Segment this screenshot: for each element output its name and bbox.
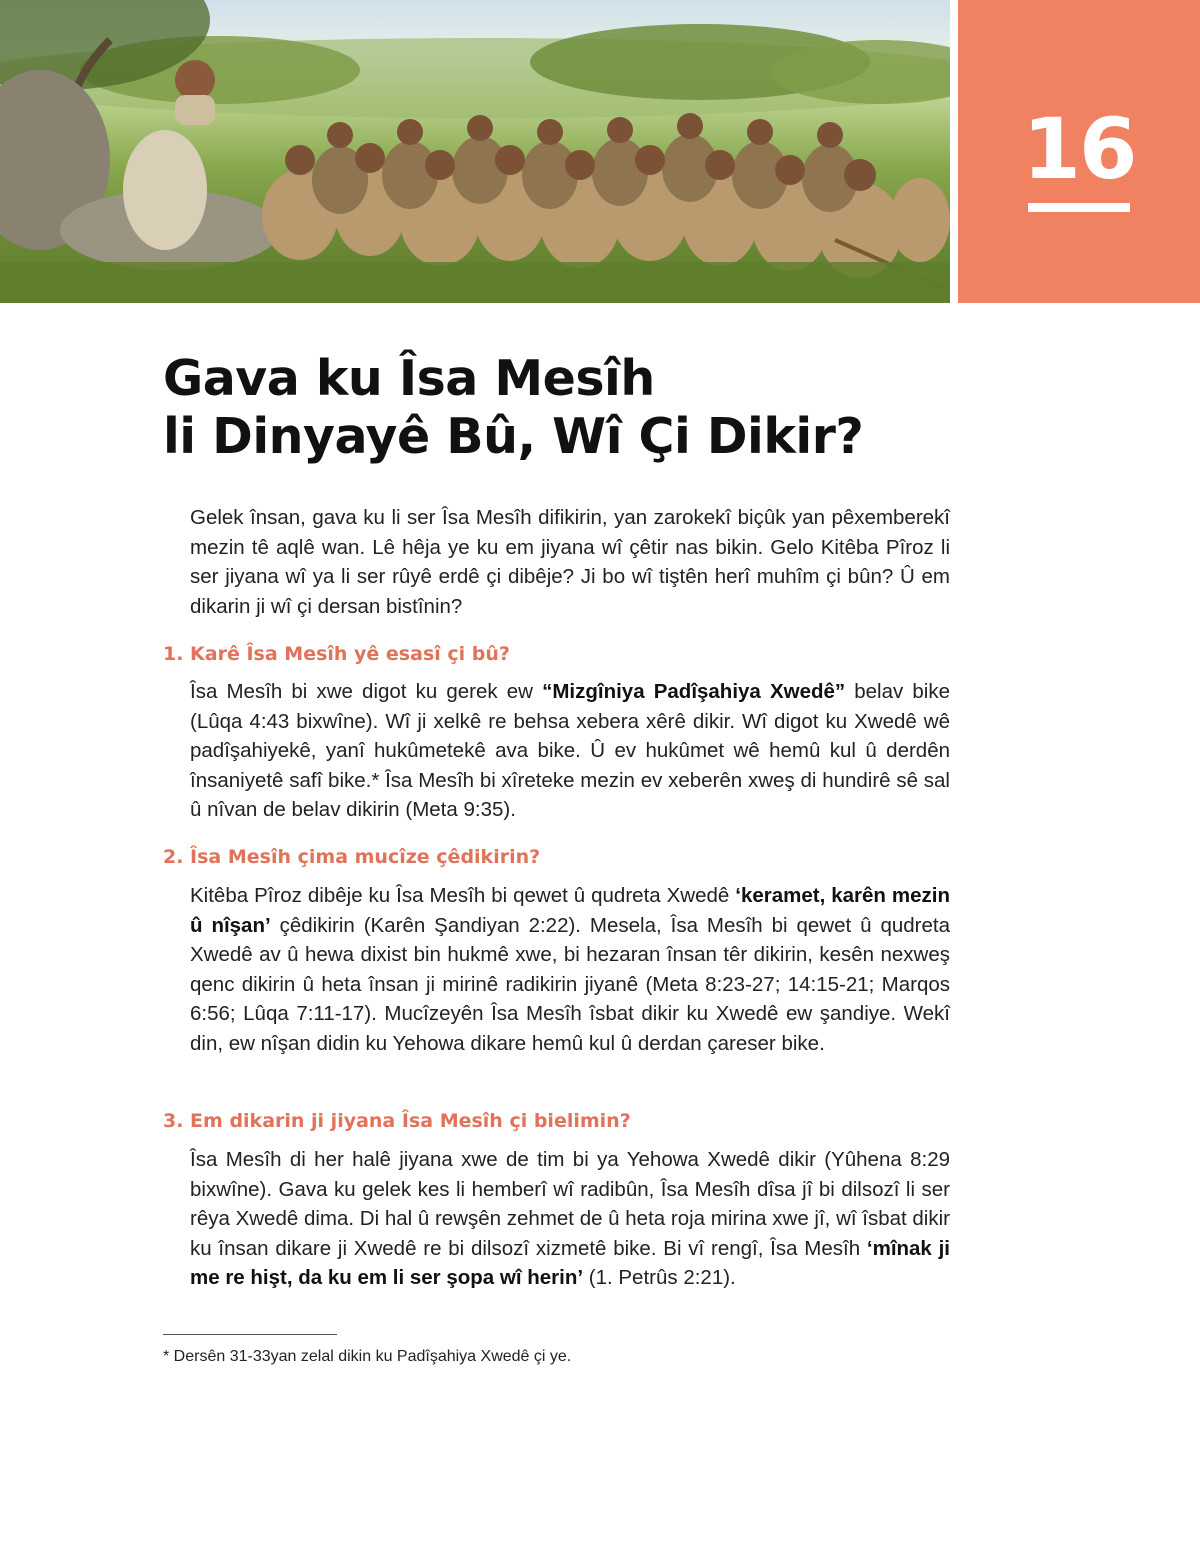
header-image <box>0 0 950 303</box>
footnote-divider <box>163 1334 337 1335</box>
chapter-underline <box>1028 203 1130 212</box>
answer-1-text-b: belav bike (Lûqa 4:43 bixwîne). Wî ji xelkê re behsa xebera xêrê dikir. Wî digot ku Xwedê wê padîşahiyekê, yanî hukûmetekê ava bike. Û ev hukûmet wê hemû kul û derdên însaniyetê safî bike.* Îsa Mesîh bi xîreteke mezin ev xeberên xweş di hundirê sê sal û nîvan de belav dikirin (Meta 9:35). <box>190 680 950 821</box>
question-2: 2. Îsa Mesîh çima mucîze çêdikirin? <box>163 846 541 868</box>
answer-2 <box>190 881 950 1058</box>
chapter-number: 16 <box>1022 100 1136 198</box>
answer-3 <box>190 1145 950 1293</box>
answer-1-text-a: Îsa Mesîh bi xwe digot ku gerek ew <box>190 680 543 703</box>
question-3: 3. Em dikarin ji jiyana Îsa Mesîh çi bielimin? <box>163 1110 631 1132</box>
answer-2-bold: ‘keramet, karên mezin û nîşan’ <box>190 884 950 937</box>
title-line-2: li Dinyayê Bû, Wî Çi Dikir? <box>163 408 864 465</box>
answer-2-text-b: çêdikirin (Karên Şandiyan 2:22). Mesela, Îsa Mesîh bi qewet û qudreta Xwedê av û hewa dixist bin hukmê xwe, bi hezaran însan têr dikirin, kesên nexweş qenc dikirin û heta însan ji mirinê radikirin jiyanê (Meta 8:23-27; 14:15-21; Marqos 6:56; Lûqa 7:11-17). Mucîzeyên Îsa Mesîh îsbat dikir ku Xwedê ew şandiye. Wekî din, ew nîşan didin ku Yehowa dikare hemû kul û derdan çareser bike. <box>190 913 950 1055</box>
chapter-box <box>958 0 1200 303</box>
title-line-1: Gava ku Îsa Mesîh <box>163 350 655 407</box>
page-title <box>163 350 963 466</box>
sermon-crowd-illustration <box>0 0 950 303</box>
answer-2-text-a: Kitêba Pîroz dibêje ku Îsa Mesîh bi qewet û qudreta Xwedê <box>190 884 736 907</box>
question-1: 1. Karê Îsa Mesîh yê esasî çi bû? <box>163 643 510 665</box>
intro-paragraph: Gelek însan, gava ku li ser Îsa Mesîh difikirin, yan zarokekî biçûk yan pêxemberekî mezin tê aqlê wan. Lê hêja ye ku em jiyana wî çêtir nas bikin. Gelo Kitêba Pîroz li ser jiyana wî ya li ser rûyê erdê çi dibêje? Ji bo wî tiştên herî muhîm çi bûn? Û em dikarin ji wî çi dersan bistînin? <box>190 506 950 618</box>
answer-3-text-b: (1. Petrûs 2:21). <box>583 1266 736 1289</box>
answer-1 <box>190 677 950 825</box>
answer-3-bold: ‘mînak ji me re hişt, da ku em li ser şopa wî herin’ <box>190 1236 950 1289</box>
answer-1-bold: “Mizgîniya Padîşahiya Xwedê” <box>542 680 846 703</box>
answer-3-text-a: Îsa Mesîh di her halê jiyana xwe de tim bi ya Yehowa Xwedê dikir (Yûhena 8:29 bixwîne). Gava ku gelek kes li hemberî wî radibûn, Îsa Mesîh dîsa jî bi dilsozî li ser rêya Xwedê dima. Di hal û rewşên zehmet de û heta roja mirina xwe jî, wî îsbat dikir ku însan dikare ji Xwedê re bi dilsozî xizmetê bike. Bi vî rengî, Îsa Mesîh <box>190 1148 950 1260</box>
footnote: * Dersên 31-33yan zelal dikin ku Padîşahiya Xwedê çi ye. <box>163 1348 572 1365</box>
